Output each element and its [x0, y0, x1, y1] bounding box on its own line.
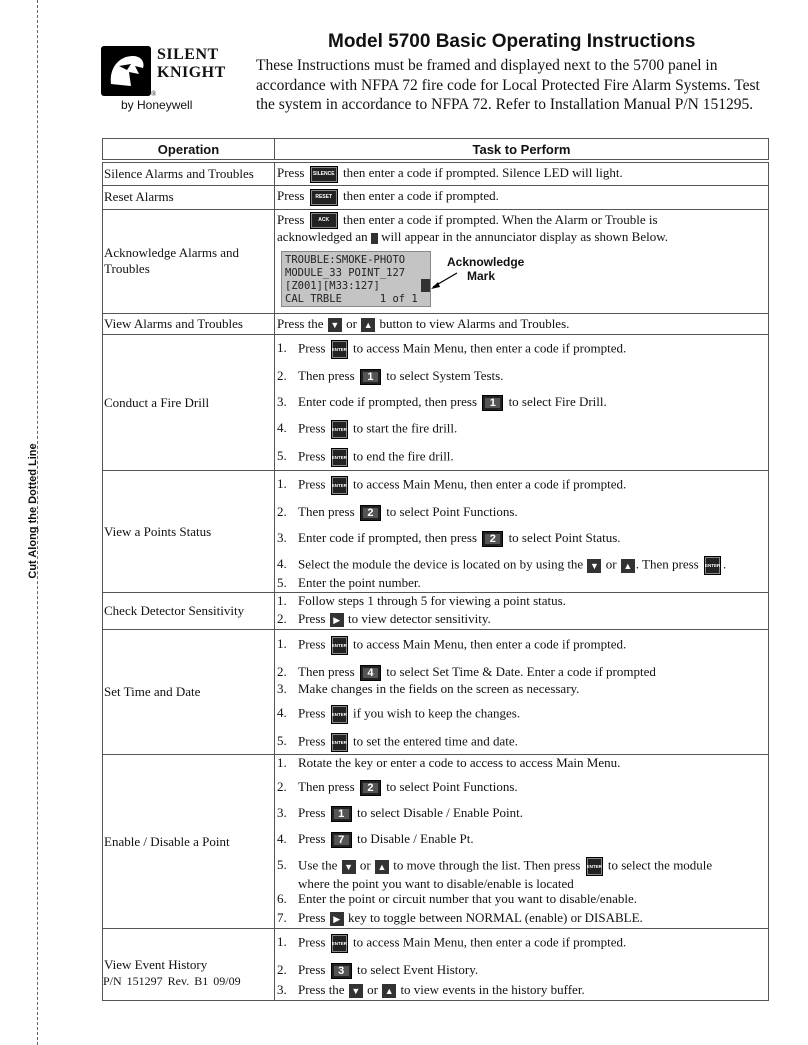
logo-name: SILENT KNIGHT	[157, 46, 226, 81]
table-row	[103, 929, 769, 1001]
table-row	[103, 185, 769, 209]
knight-helmet-icon	[101, 46, 151, 96]
enter-key-icon: ENTER	[331, 636, 348, 655]
down-arrow-key-icon: ▼	[342, 860, 356, 874]
enter-key-icon: ENTER	[586, 857, 603, 876]
task-cell: 1. Rotate the key or enter a code to access to access Main Menu. 2. Then press 2 to select Point Functions. 3. Press 1 to select Disable / Enable Point. 4. Press 7 to Disable / Enable Pt. 5. Use the ▼ or ▲ to move through the list. Then press ENTER to select the module where the point you want to disable/enable is located 6. Enter the point or circuit number that you want to disable/enable. 7. Press ▶ key to toggle between NORMAL (enable) or DISABLE.	[275, 755, 769, 929]
right-arrow-key-icon: ▶	[330, 912, 344, 926]
table-row	[103, 471, 769, 593]
operation-cell: Set Time and Date	[103, 630, 275, 755]
task-cell: 1. Press ENTER to access Main Menu, then enter a code if prompted. 2. Then press 1 to select System Tests. 3. Enter code if prompted, then press 1 to select Fire Drill. 4. Press ENTER to start the fire drill. 5. Press ENTER to end the fire drill.	[275, 335, 769, 471]
down-arrow-key-icon: ▼	[349, 984, 363, 998]
enter-key-icon: ENTER	[331, 476, 348, 495]
number-key-icon: 2	[360, 505, 381, 521]
enter-key-icon: ENTER	[331, 448, 348, 467]
col-operation: Operation	[103, 139, 275, 162]
enter-key-icon: ENTER	[331, 705, 348, 724]
task-cell: 1. Press ENTER to access Main Menu, then enter a code if prompted. 2. Then press 2 to select Point Functions. 3. Enter code if prompted, then press 2 to select Point Status. 4. Select the module the device is located on by using the ▼ or ▲ . Then press ENTER . 5. Enter the point number.	[275, 471, 769, 593]
down-arrow-key-icon: ▼	[587, 559, 601, 573]
operation-cell: Acknowledge Alarms and Troubles	[103, 209, 275, 314]
task-cell: 1. Press ENTER to access Main Menu, then enter a code if prompted. 2. Press 3 to select Event History. 3. Press the ▼ or ▲ to view events in the history buffer.	[275, 929, 769, 1001]
up-arrow-key-icon: ▲	[621, 559, 635, 573]
footer-part-number: P/N 151297 Rev. B1 09/09	[103, 974, 241, 988]
up-arrow-key-icon: ▲	[382, 984, 396, 998]
enter-key-icon: ENTER	[331, 420, 348, 439]
enter-key-icon: ENTER	[331, 934, 348, 953]
table-row	[103, 593, 769, 630]
logo-subtitle: by Honeywell	[121, 98, 193, 112]
task-cell: Press RESET then enter a code if prompted.	[275, 185, 769, 209]
ack-key-icon: ACK	[310, 212, 338, 229]
acknowledge-mark-icon	[371, 233, 378, 244]
table-row	[103, 755, 769, 929]
operation-cell: View a Points Status	[103, 471, 275, 593]
table-row	[103, 161, 769, 185]
operation-cell: Conduct a Fire Drill	[103, 335, 275, 471]
table-row	[103, 630, 769, 755]
task-cell: 1. Press ENTER to access Main Menu, then enter a code if prompted. 2. Then press 4 to select Set Time & Date. Enter a code if prompted 3. Make changes in the fields on the screen as necessary. 4. Press ENTER if you wish to keep the changes. 5. Press ENTER to set the entered time and date.	[275, 630, 769, 755]
instructions-table	[102, 138, 769, 1001]
task-cell: Press SILENCE then enter a code if prompted. Silence LED will light.	[275, 161, 769, 185]
silence-key-icon: SILENCE	[310, 166, 338, 183]
intro-text: These Instructions must be framed and displayed next to the 5700 panel in accordance with NFPA 72 fire code for Local Protected Fire Alarm Systems. Test the system in accordance to NFPA 72. Refer to Installation Manual P/N 151295.	[256, 57, 760, 113]
table-header	[103, 139, 769, 162]
lcd-screen: TROUBLE:SMOKE-PHOTO MODULE_33 POINT_127 [Z001][M33:127] CAL TRBLE 1 of 1	[281, 251, 431, 307]
cut-along-label: Cut Along the Dotted Line	[27, 443, 39, 579]
number-key-icon: 1	[482, 395, 503, 411]
number-key-icon: 1	[331, 806, 352, 822]
operation-cell: View Alarms and Troubles	[103, 314, 275, 335]
table-row	[103, 209, 769, 314]
enter-key-icon: ENTER	[704, 556, 721, 575]
col-task: Task to Perform	[275, 139, 769, 162]
annunciator-display-example	[279, 251, 768, 309]
operation-cell: Reset Alarms	[103, 185, 275, 209]
number-key-icon: 7	[331, 832, 352, 848]
down-arrow-key-icon: ▼	[328, 318, 342, 332]
number-key-icon: 4	[360, 665, 381, 681]
task-cell: Press the ▼ or ▲ button to view Alarms and Troubles.	[275, 314, 769, 335]
number-key-icon: 2	[482, 531, 503, 547]
table-row	[103, 335, 769, 471]
operation-cell: View Event History	[103, 929, 275, 1001]
silent-knight-logo	[101, 46, 241, 116]
acknowledge-mark-label: Acknowledge Mark	[447, 255, 525, 284]
operation-cell: Silence Alarms and Troubles	[103, 161, 275, 185]
up-arrow-key-icon: ▲	[375, 860, 389, 874]
enter-key-icon: ENTER	[331, 733, 348, 752]
number-key-icon: 2	[360, 780, 381, 796]
reset-key-icon: RESET	[310, 189, 338, 206]
task-cell: 1. Follow steps 1 through 5 for viewing a point status. 2. Press ▶ to view detector sensitivity.	[275, 593, 769, 630]
page-title: Model 5700 Basic Operating Instructions	[328, 31, 696, 52]
task-cell: Press ACK then enter a code if prompted. When the Alarm or Trouble is acknowledged an will appear in the annunciator display as shown Below. TROUBLE:SMOKE-PHOTO MODULE_33 POINT_127 [Z001][M33:127] CAL TRBLE 1 of 1 Acknowledge Mark	[275, 209, 769, 314]
operation-cell: Enable / Disable a Point	[103, 755, 275, 929]
up-arrow-key-icon: ▲	[361, 318, 375, 332]
registered-mark: ®	[151, 90, 157, 98]
right-arrow-key-icon: ▶	[330, 613, 344, 627]
enter-key-icon: ENTER	[331, 340, 348, 359]
number-key-icon: 1	[360, 369, 381, 385]
operation-cell: Check Detector Sensitivity	[103, 593, 275, 630]
table-row	[103, 314, 769, 335]
number-key-icon: 3	[331, 963, 352, 979]
